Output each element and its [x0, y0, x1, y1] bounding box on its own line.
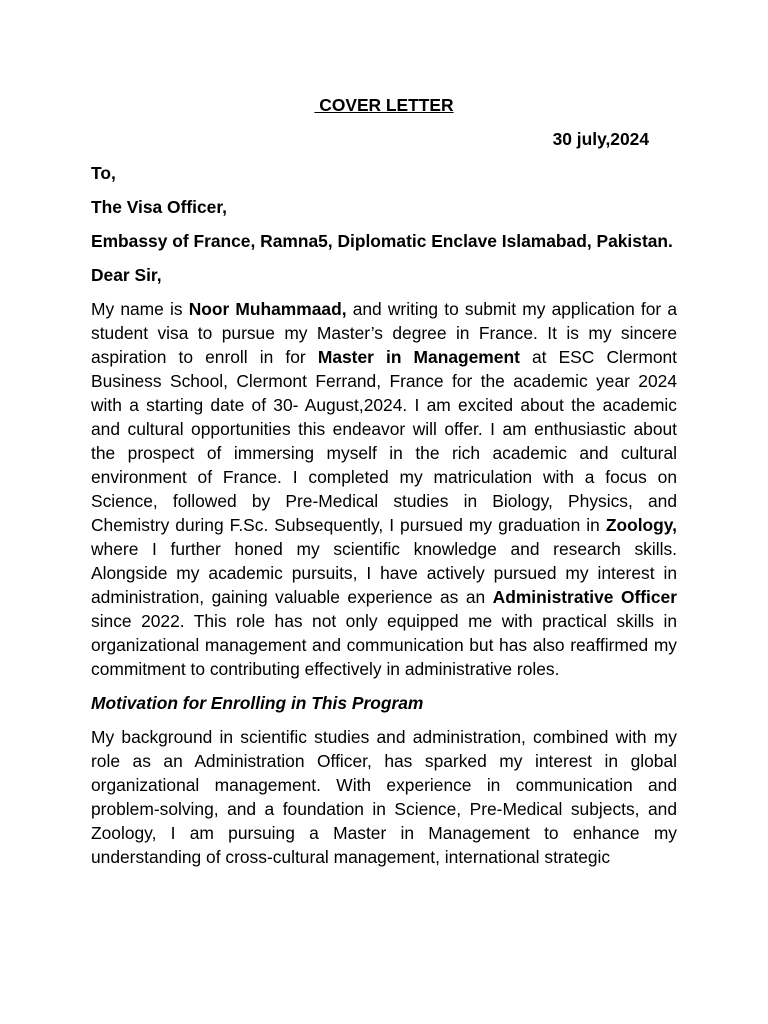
embassy-address: Embassy of France, Ramna5, Diplomatic Enclave Islamabad, Pakistan.: [91, 231, 673, 251]
letter-title: COVER LETTER: [314, 95, 454, 115]
job-role: Administrative Officer: [492, 587, 677, 607]
body-paragraph-intro: [91, 297, 677, 681]
intro-text-1: My name is: [91, 299, 189, 319]
recipient-line: The Visa Officer,: [91, 197, 227, 217]
applicant-name: Noor Muhammaad,: [188, 299, 347, 319]
salutation: Dear Sir,: [91, 265, 162, 285]
intro-text-2: and writing to submit my application for a student visa to pursue my Master’s degree in France. It is my sincere aspiration to enroll in for: [91, 299, 677, 367]
motivation-heading: Motivation for Enrolling in This Program: [91, 693, 424, 713]
intro-text-3: at ESC Clermont Business School, Clermont Ferrand, France for the academic year 2024 with a starting date of 30- August,2024. I am excited about the academic and cultural opportunities this endeavor will offer. I am enthusiastic about the prospect of immersing myself in the rich academic and cultural environment of France. I completed my matriculation with a focus on Science, followed by Pre-Medical studies in Biology, Physics, and Chemistry during F.Sc. Subsequently, I pursued my graduation in: [91, 347, 677, 535]
degree-name: Zoology,: [605, 515, 677, 535]
cover-letter-page: [91, 93, 677, 869]
to-line: To,: [91, 163, 116, 183]
intro-text-4: where I further honed my scientific knowledge and research skills. Alongside my academic pursuits, I have actively pursued my interest in administration, gaining valuable experience as an: [91, 539, 677, 607]
intro-text-5: since 2022. This role has not only equipped me with practical skills in organizational management and communication but has also reaffirmed my commitment to contributing effectively in administrative roles.: [91, 611, 677, 679]
body-paragraph-motivation: My background in scientific studies and administration, combined with my role as an Administration Officer, has sparked my interest in global organizational management. With experience in communication and problem-solving, and a foundation in Science, Pre-Medical subjects, and Zoology, I am pursuing a Master in Management to enhance my understanding of cross-cultural management, international strategic: [91, 727, 677, 867]
program-name: Master in Management: [317, 347, 520, 367]
letter-date: 30 july,2024: [552, 129, 649, 149]
